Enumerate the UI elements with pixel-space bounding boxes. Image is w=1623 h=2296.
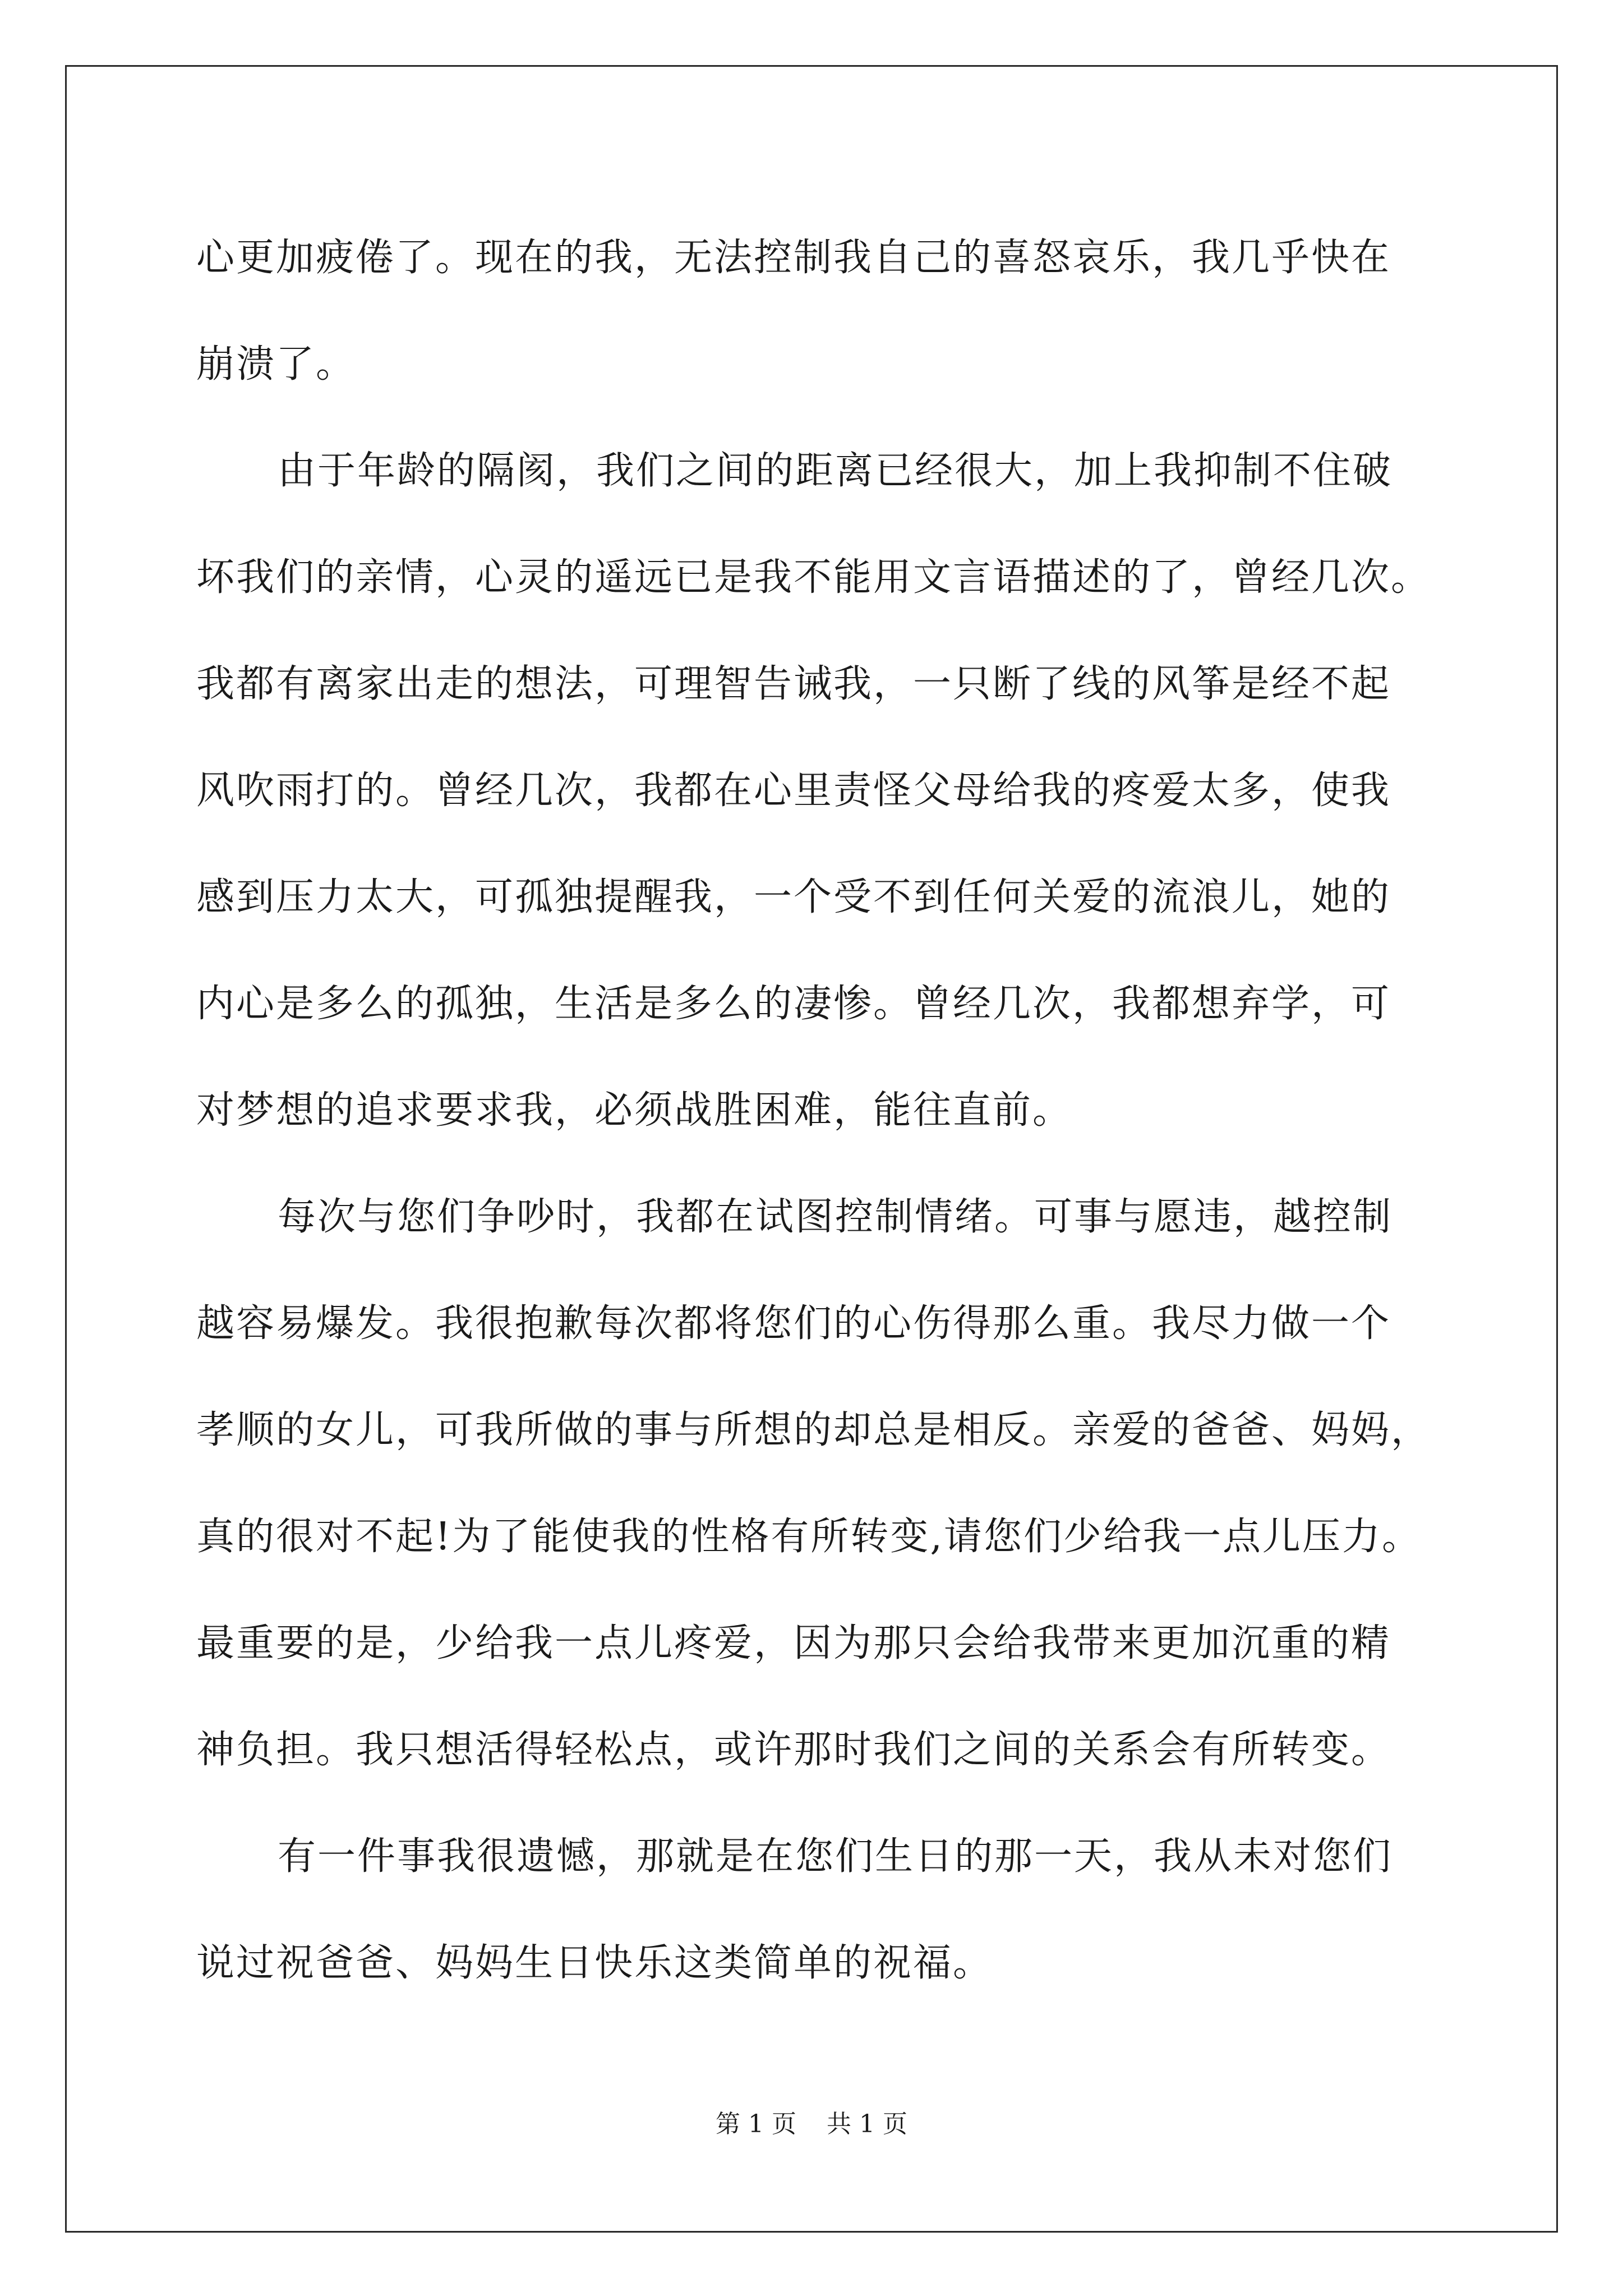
text-line: 对梦想的追求要求我，必须战胜困难，能往直前。	[196, 1088, 1073, 1133]
text-line: 崩溃了。	[196, 342, 356, 386]
text-line: 我都有离家出走的想法，可理智告诫我，一只断了线的风筝是经不起	[196, 662, 1391, 706]
text-line: 越容易爆发。我很抱歉每次都将您们的心伤得那么重。我尽力做一个	[196, 1301, 1391, 1346]
document-body	[196, 205, 1430, 2017]
paragraph-start-line: 有一件事我很遗憾，那就是在您们生日的那一天，我从未对您们	[278, 1834, 1393, 1879]
text-line: 最重要的是，少给我一点儿疼爱，因为那只会给我带来更加沉重的精	[196, 1621, 1391, 1665]
paragraph-start-line: 每次与您们争吵时，我都在试图控制情绪。可事与愿违，越控制	[278, 1195, 1393, 1239]
text-line: 孝顺的女儿，可我所做的事与所想的却总是相反。亲爱的爸爸、妈妈，	[196, 1408, 1431, 1452]
page-number: 第 1 页	[716, 2110, 796, 2138]
text-line: 坏我们的亲情，心灵的遥远已是我不能用文言语描述的了，曾经几次。	[196, 555, 1431, 600]
text-line: 内心是多么的孤独，生活是多么的凄惨。曾经几次，我都想弃学，可	[196, 982, 1391, 1026]
text-line: 风吹雨打的。曾经几次，我都在心里责怪父母给我的疼爱太多，使我	[196, 769, 1391, 813]
text-line: 心更加疲倦了。现在的我，无法控制我自己的喜怒哀乐，我几乎快在	[196, 236, 1391, 280]
text-line: 真的很对不起!为了能使我的性格有所转变,请您们少给我一点儿压力。	[196, 1515, 1422, 1559]
page-footer	[0, 2104, 1623, 2139]
text-line: 感到压力太大，可孤独提醒我，一个受不到任何关爱的流浪儿，她的	[196, 875, 1391, 919]
paragraph-start-line: 由于年龄的隔阂，我们之间的距离已经很大，加上我抑制不住破	[278, 449, 1393, 493]
text-line: 神负担。我只想活得轻松点，或许那时我们之间的关系会有所转变。	[196, 1728, 1391, 1772]
page-total: 共 1 页	[827, 2110, 907, 2138]
text-line: 说过祝爸爸、妈妈生日快乐这类简单的祝福。	[196, 1941, 993, 1985]
